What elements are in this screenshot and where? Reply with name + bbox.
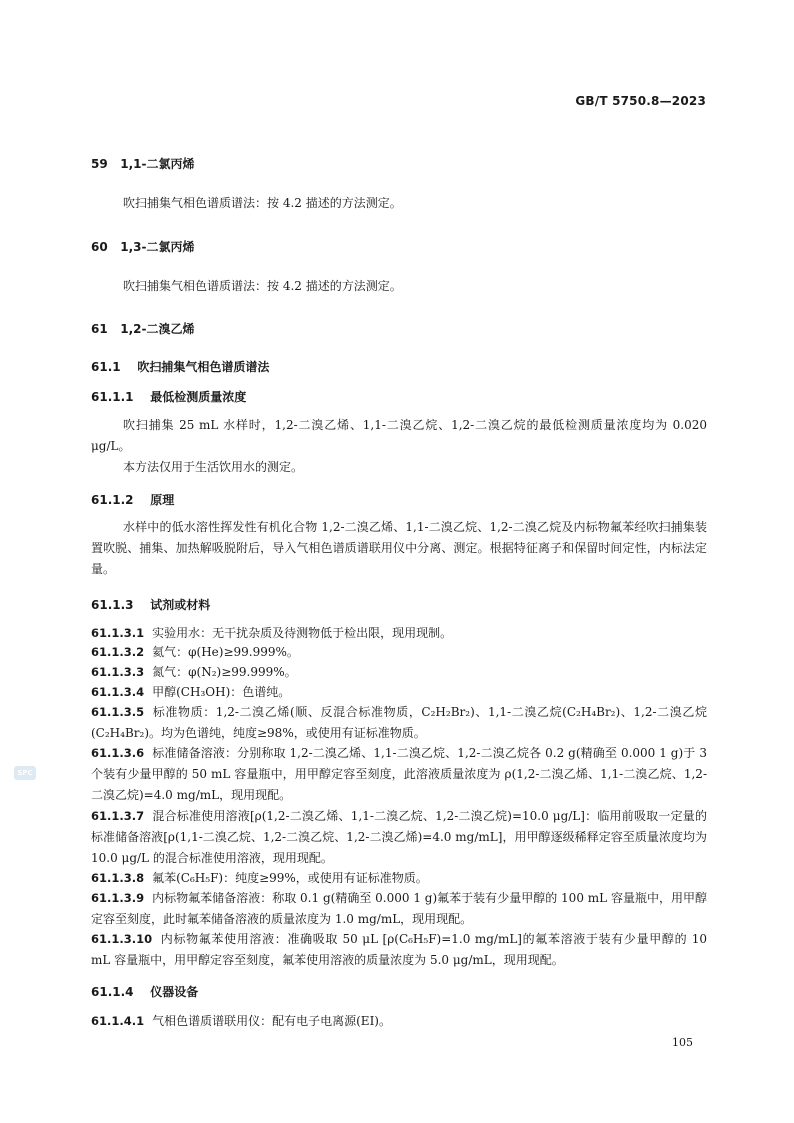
section-heading-60 — [91, 238, 195, 255]
list-item — [91, 662, 707, 683]
standard-code: GB/T 5750.8—2023 — [575, 94, 706, 108]
section-number: 61.1 — [91, 360, 121, 374]
spc-watermark-logo: SPC — [14, 766, 36, 780]
item-number: 61.1.3.8 — [91, 871, 145, 885]
item-text: 实验用水：无干扰杂质及待测物低于检出限，现用现制。 — [152, 626, 453, 640]
item-number: 61.1.3.1 — [91, 626, 145, 640]
section-title: 原理 — [150, 493, 175, 507]
section-number: 59 — [91, 157, 108, 171]
item-text: 气相色谱质谱联用仪：配有电子电离源(EI)。 — [152, 1014, 391, 1028]
item-text: 标准物质：1,2-二溴乙烯(顺、反混合标准物质，C₂H₂Br₂)、1,1-二溴乙烷(C₂H₄Br₂)、1,2-二溴乙烷(C₂H₄Br₂)。均为色谱纯，纯度≥98%，或使用有证标准物质。 — [91, 705, 707, 740]
item-text: 混合标准使用溶液[ρ(1,2-二溴乙烯、1,1-二溴乙烷、1,2-二溴乙烷)=10.0 μg/L]：临用前吸取一定量的标准储备溶液[ρ(1,1-二溴乙烷、1,2-二溴乙烷、1,2-二溴乙烯)=4.0 mg/mL]，用甲醇逐级稀释定容至质量浓度均为 10.0 μg/L 的混合标准使用溶液，现用现配。 — [91, 809, 707, 865]
section-number: 61.1.1 — [91, 390, 134, 404]
list-item — [91, 682, 707, 703]
list-item — [91, 1011, 707, 1032]
list-item — [91, 929, 707, 971]
section-heading-61-1-1 — [91, 388, 246, 405]
section-heading-59 — [91, 155, 195, 172]
section-number: 61.1.2 — [91, 493, 134, 507]
item-text: 内标物氟苯使用溶液：准确吸取 50 μL [ρ(C₆H₅F)=1.0 mg/mL]的氟苯溶液于装有少量甲醇的 10 mL 容量瓶中，用甲醇定容至刻度，氟苯使用溶液的质量浓度为 5.0 μg/mL，现用现配。 — [91, 932, 707, 967]
item-number: 61.1.3.7 — [91, 809, 145, 823]
item-number: 61.1.3.4 — [91, 685, 145, 699]
item-text: 氦气：φ(He)≥99.999%。 — [152, 645, 299, 659]
item-number: 61.1.3.6 — [91, 746, 145, 760]
section-title: 最低检测质量浓度 — [150, 390, 247, 404]
list-item — [91, 888, 707, 930]
page-number: 105 — [672, 1036, 693, 1049]
list-item — [91, 806, 707, 869]
section-heading-61-1-4 — [91, 983, 198, 1000]
section-paragraph: 吹扫捕集气相色谱质谱法：按 4.2 描述的方法测定。 — [123, 279, 402, 293]
section-heading-61-1 — [91, 358, 269, 375]
item-text: 标准储备溶液：分别称取 1,2-二溴乙烯、1,1-二溴乙烷、1,2-二溴乙烷各 0.2 g(精确至 0.000 1 g)于 3 个装有少量甲醇的 50 mL 容量瓶中，用甲醇定容至刻度，此溶液质量浓度为 ρ(1,2-二溴乙烯、1,1-二溴乙烷、1,2-二溴乙烷)=4.0 mg/mL，现用现配。 — [91, 746, 707, 802]
section-title: 试剂或材料 — [150, 598, 211, 612]
section-paragraph: 吹扫捕集气相色谱质谱法：按 4.2 描述的方法测定。 — [123, 196, 402, 210]
section-title: 1,2-二溴乙烯 — [120, 322, 195, 336]
section-heading-61-1-2 — [91, 491, 174, 508]
section-paragraph: 本方法仅用于生活饮用水的测定。 — [123, 460, 304, 474]
section-title: 1,1-二氯丙烯 — [120, 157, 195, 171]
section-title: 仪器设备 — [150, 985, 199, 999]
item-number: 61.1.3.3 — [91, 665, 145, 679]
section-number: 60 — [91, 240, 108, 254]
section-paragraph: 吹扫捕集 25 mL 水样时，1,2-二溴乙烯、1,1-二溴乙烷、1,2-二溴乙烷的最低检测质量浓度均为 0.020 μg/L。 — [91, 418, 707, 453]
section-paragraph: 水样中的低水溶性挥发性有机化合物 1,2-二溴乙烯、1,1-二溴乙烷、1,2-二溴乙烷及内标物氟苯经吹扫捕集装置吹脱、捕集、加热解吸脱附后，导入气相色谱质谱联用仪中分离、测定。根据特征离子和保留时间定性，内标法定量。 — [91, 520, 707, 576]
item-text: 氟苯(C₆H₅F)：纯度≥99%，或使用有证标准物质。 — [152, 871, 428, 885]
list-item — [91, 743, 707, 806]
section-title: 1,3-二氯丙烯 — [120, 240, 195, 254]
section-heading-61 — [91, 320, 195, 337]
item-text: 内标物氟苯储备溶液：称取 0.1 g(精确至 0.000 1 g)氟苯于装有少量甲醇的 100 mL 容量瓶中，用甲醇定容至刻度，此时氟苯储备溶液的质量浓度为 1.0 mg/mL，现用现配。 — [91, 891, 707, 926]
section-number: 61.1.4 — [91, 985, 134, 999]
section-number: 61.1.3 — [91, 598, 134, 612]
item-text: 氮气：φ(N₂)≥99.999%。 — [152, 665, 297, 679]
item-number: 61.1.3.5 — [91, 705, 145, 719]
section-number: 61 — [91, 322, 108, 336]
list-item — [91, 868, 707, 889]
item-number: 61.1.3.2 — [91, 645, 145, 659]
section-title: 吹扫捕集气相色谱质谱法 — [137, 360, 270, 374]
item-number: 61.1.4.1 — [91, 1014, 145, 1028]
item-number: 61.1.3.10 — [91, 932, 153, 946]
list-item — [91, 642, 707, 663]
item-text: 甲醇(CH₃OH)：色谱纯。 — [152, 685, 291, 699]
item-number: 61.1.3.9 — [91, 891, 145, 905]
list-item — [91, 623, 707, 644]
list-item — [91, 702, 707, 744]
section-heading-61-1-3 — [91, 596, 210, 613]
